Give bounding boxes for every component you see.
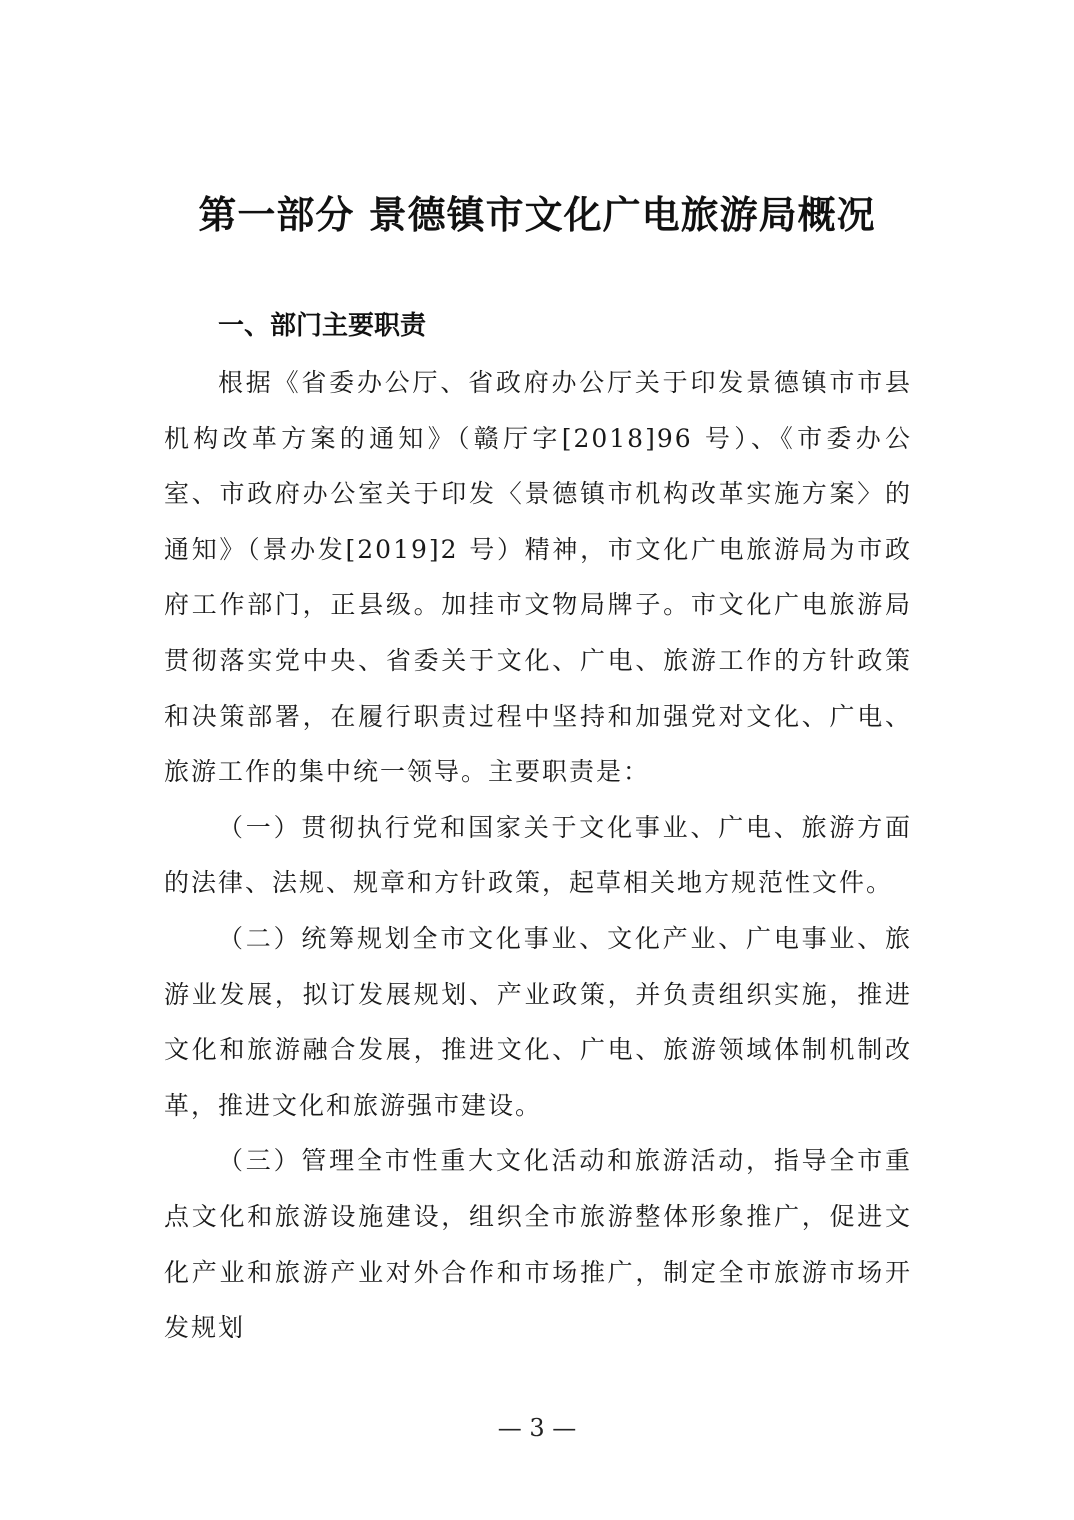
section-heading: 一、部门主要职责	[218, 311, 427, 341]
body-text	[164, 355, 912, 1356]
paragraph-intro: 根据《省委办公厅、省政府办公厅关于印发景德镇市市县机构改革方案的通知》（赣厅字[2018]96 号）、《市委办公室、市政府办公室关于印发〈景德镇市机构改革实施方案〉的通知》（景办发[2019]2 号）精神，市文化广电旅游局为市政府工作部门，正县级。加挂市文物局牌子。市文化广电旅游局贯彻落实党中央、省委关于文化、广电、旅游工作的方针政策和决策部署，在履行职责过程中坚持和加强党对文化、广电、旅游工作的集中统一领导。主要职责是：	[164, 368, 912, 787]
page-number: — 3 —	[497, 1414, 577, 1442]
paragraph-duty-3: （三）管理全市性重大文化活动和旅游活动，指导全市重点文化和旅游设施建设，组织全市旅游整体形象推广，促进文化产业和旅游产业对外合作和市场推广，制定全市旅游市场开发规划	[164, 1146, 912, 1343]
paragraph-duty-2: （二）统筹规划全市文化事业、文化产业、广电事业、旅游业发展，拟订发展规划、产业政策，并负责组织实施，推进文化和旅游融合发展，推进文化、广电、旅游领域体制机制改革，推进文化和旅游强市建设。	[164, 923, 912, 1120]
page-title: 第一部分 景德镇市文化广电旅游局概况	[198, 192, 876, 237]
paragraph-duty-1: （一）贯彻执行党和国家关于文化事业、广电、旅游方面的法律、法规、规章和方针政策，起草相关地方规范性文件。	[164, 812, 912, 898]
